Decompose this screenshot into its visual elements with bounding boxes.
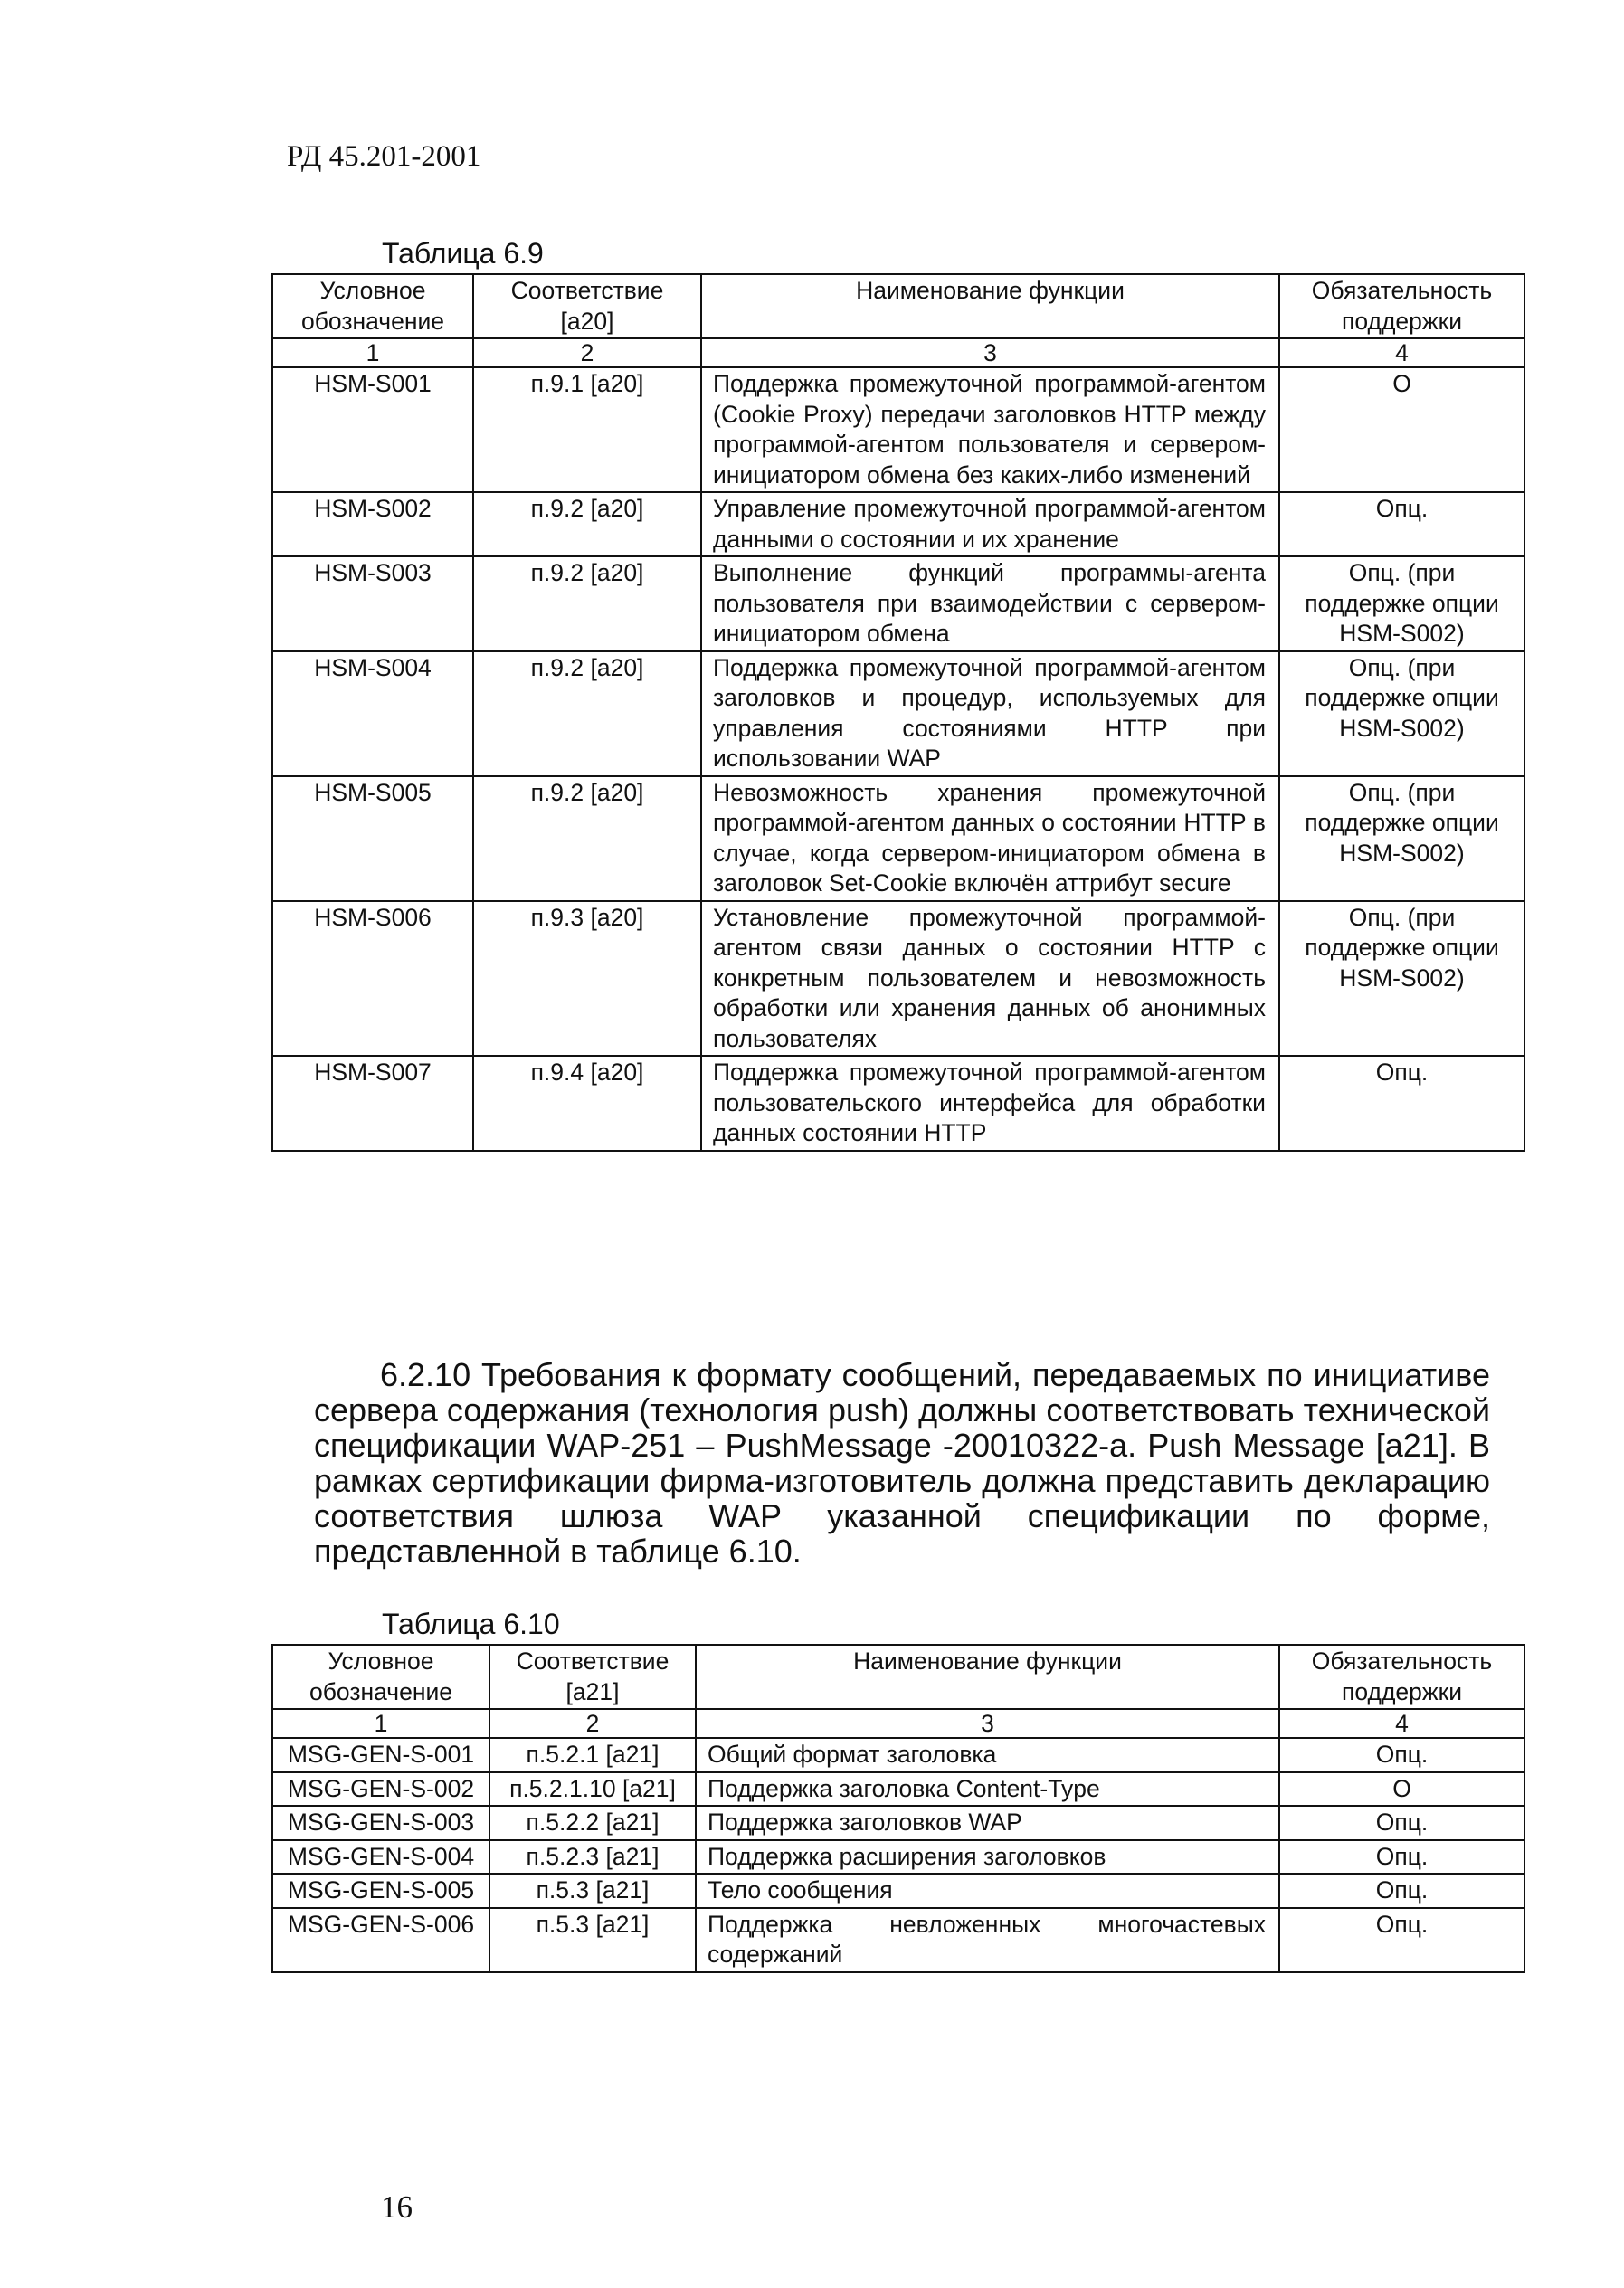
table-6-9 — [271, 273, 1525, 1152]
row-compliance-ref: п.9.2 [a20] — [473, 776, 701, 901]
column-number-row — [272, 338, 1524, 367]
table-header-row — [272, 1645, 1524, 1709]
row-designation: MSG-GEN-S-003 — [272, 1806, 489, 1840]
row-designation: HSM-S002 — [272, 492, 473, 556]
column-number-row — [272, 1709, 1524, 1738]
row-compliance-ref: п.9.2 [a20] — [473, 492, 701, 556]
row-function-name: Поддержка промежуточной программой-агентом (Cookie Proxy) передачи заголовков HTTP между программой-агентом пользователя и сервером-инициатором обмена без каких-либо изменений — [701, 367, 1279, 492]
paragraph-6-2-10 — [314, 1357, 1490, 1569]
row-compliance-ref: п.9.2 [a20] — [473, 651, 701, 776]
header-designation: Условное обозначение — [272, 1645, 489, 1709]
column-number: 3 — [701, 338, 1279, 367]
column-number: 4 — [1279, 1709, 1524, 1738]
row-support-requirement: Опц. — [1279, 1874, 1524, 1908]
row-designation: HSM-S005 — [272, 776, 473, 901]
table-6-9-caption: Таблица 6.9 — [382, 237, 544, 270]
row-compliance-ref: п.9.2 [a20] — [473, 556, 701, 651]
table-row — [272, 1806, 1524, 1840]
table-row — [272, 776, 1524, 901]
row-function-name: Поддержка промежуточной программой-агентом заголовков и процедур, используемых для управления состояниями HTTP при использовании WAP — [701, 651, 1279, 776]
table-row — [272, 1056, 1524, 1151]
page-number: 16 — [381, 2189, 413, 2225]
row-designation: HSM-S006 — [272, 901, 473, 1057]
column-number: 4 — [1279, 338, 1524, 367]
row-support-requirement: Опц. (при поддержке опции HSM-S002) — [1279, 776, 1524, 901]
row-designation: HSM-S003 — [272, 556, 473, 651]
row-function-name: Невозможность хранения промежуточной программой-агентом данных о состоянии HTTP в случае, когда сервером-инициатором обмена в заголовок Set-Cookie включён аттрибут secure — [701, 776, 1279, 901]
row-support-requirement: Опц. — [1279, 1738, 1524, 1772]
row-compliance-ref: п.5.3 [a21] — [489, 1908, 696, 1972]
row-function-name: Поддержка расширения заголовков — [696, 1840, 1279, 1875]
row-designation: MSG-GEN-S-001 — [272, 1738, 489, 1772]
row-compliance-ref: п.9.3 [a20] — [473, 901, 701, 1057]
row-designation: MSG-GEN-S-004 — [272, 1840, 489, 1875]
header-compliance: Соответствие [a20] — [473, 274, 701, 338]
row-compliance-ref: п.9.1 [a20] — [473, 367, 701, 492]
column-number: 2 — [489, 1709, 696, 1738]
row-designation: HSM-S007 — [272, 1056, 473, 1151]
row-designation: MSG-GEN-S-006 — [272, 1908, 489, 1972]
column-number: 3 — [696, 1709, 1279, 1738]
table-header-row — [272, 274, 1524, 338]
row-function-name: Поддержка промежуточной программой-агентом пользовательского интерфейса для обработки данных состоянии HTTP — [701, 1056, 1279, 1151]
row-support-requirement: Опц. — [1279, 1840, 1524, 1875]
row-support-requirement: Опц. — [1279, 1908, 1524, 1972]
header-function-name: Наименование функции — [696, 1645, 1279, 1709]
row-function-name: Управление промежуточной программой-агентом данными о состоянии и их хранение — [701, 492, 1279, 556]
row-designation: HSM-S004 — [272, 651, 473, 776]
document-code: РД 45.201-2001 — [287, 140, 481, 173]
table-6-10 — [271, 1644, 1525, 1973]
table-row — [272, 901, 1524, 1057]
row-support-requirement: О — [1279, 1772, 1524, 1807]
row-compliance-ref: п.5.2.2 [a21] — [489, 1806, 696, 1840]
table-row — [272, 1840, 1524, 1875]
table-row — [272, 1772, 1524, 1807]
header-function-name: Наименование функции — [701, 274, 1279, 338]
row-compliance-ref: п.5.3 [a21] — [489, 1874, 696, 1908]
header-support-requirement: Обязательность поддержки — [1279, 274, 1524, 338]
row-support-requirement: Опц. — [1279, 492, 1524, 556]
row-support-requirement: Опц. (при поддержке опции HSM-S002) — [1279, 556, 1524, 651]
row-compliance-ref: п.9.4 [a20] — [473, 1056, 701, 1151]
row-compliance-ref: п.5.2.3 [a21] — [489, 1840, 696, 1875]
row-support-requirement: О — [1279, 367, 1524, 492]
row-function-name: Поддержка невложенных многочастевых содержаний — [696, 1908, 1279, 1972]
table-row — [272, 1874, 1524, 1908]
header-support-requirement: Обязательность поддержки — [1279, 1645, 1524, 1709]
table-row — [272, 492, 1524, 556]
row-designation: MSG-GEN-S-005 — [272, 1874, 489, 1908]
column-number: 2 — [473, 338, 701, 367]
row-designation: HSM-S001 — [272, 367, 473, 492]
row-support-requirement: Опц. (при поддержке опции HSM-S002) — [1279, 651, 1524, 776]
table-row — [272, 1738, 1524, 1772]
row-support-requirement: Опц. — [1279, 1056, 1524, 1151]
row-compliance-ref: п.5.2.1 [a21] — [489, 1738, 696, 1772]
header-designation: Условное обозначение — [272, 274, 473, 338]
row-function-name: Поддержка заголовка Content-Type — [696, 1772, 1279, 1807]
row-function-name: Общий формат заголовка — [696, 1738, 1279, 1772]
table-row — [272, 367, 1524, 492]
table-row — [272, 1908, 1524, 1972]
table-6-10-caption: Таблица 6.10 — [382, 1608, 560, 1640]
row-compliance-ref: п.5.2.1.10 [a21] — [489, 1772, 696, 1807]
paragraph-text: 6.2.10 Требования к формату сообщений, передаваемых по инициативе сервера содержания (технология push) должны соответствовать технической спецификации WAP-251 – PushMessage -20010322-a. Push Message [a21]. В рамках сертификации фирма-изготовитель должна представить декларацию соответствия шлюза WAP указанной спецификации по форме, представленной в таблице 6.10. — [314, 1356, 1490, 1570]
row-function-name: Установление промежуточной программой-агентом связи данных о состоянии HTTP с конкретным пользователем и невозможность обработки или хранения данных об анонимных пользователях — [701, 901, 1279, 1057]
header-compliance: Соответствие [a21] — [489, 1645, 696, 1709]
column-number: 1 — [272, 338, 473, 367]
table-row — [272, 651, 1524, 776]
table-row — [272, 556, 1524, 651]
column-number: 1 — [272, 1709, 489, 1738]
row-function-name: Поддержка заголовков WAP — [696, 1806, 1279, 1840]
row-function-name: Выполнение функций программы-агента пользователя при взаимодействии с сервером-инициатором обмена — [701, 556, 1279, 651]
row-support-requirement: Опц. — [1279, 1806, 1524, 1840]
row-function-name: Тело сообщения — [696, 1874, 1279, 1908]
row-designation: MSG-GEN-S-002 — [272, 1772, 489, 1807]
row-support-requirement: Опц. (при поддержке опции HSM-S002) — [1279, 901, 1524, 1057]
